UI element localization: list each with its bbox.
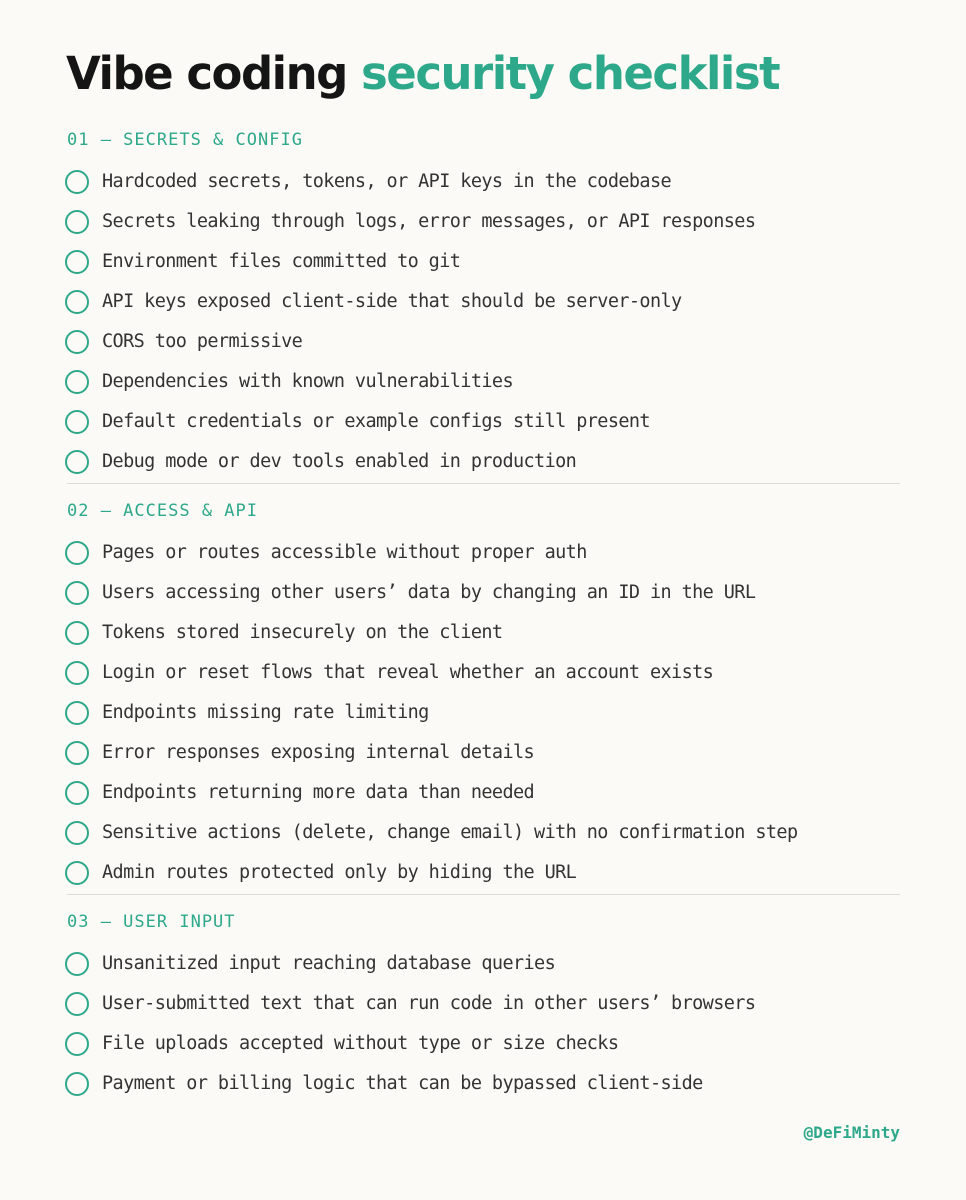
checklist-item[interactable] xyxy=(65,580,755,606)
checklist-item-label: Payment or billing logic that can be bypassed client-side xyxy=(102,1073,703,1094)
empty-circle-checkbox-icon[interactable] xyxy=(65,781,89,805)
empty-circle-checkbox-icon[interactable] xyxy=(65,1072,89,1096)
checklist-item-label: Error responses exposing internal details xyxy=(102,742,535,763)
section-header-access-api: 02 — ACCESS & API xyxy=(67,501,258,521)
checklist-item-label: API keys exposed client-side that should be server-only xyxy=(102,291,682,312)
checklist-item[interactable] xyxy=(65,700,429,726)
checklist-item[interactable] xyxy=(65,409,650,435)
empty-circle-checkbox-icon[interactable] xyxy=(65,1032,89,1056)
checklist-item-label: Login or reset flows that reveal whether an account exists xyxy=(102,662,714,683)
empty-circle-checkbox-icon[interactable] xyxy=(65,330,89,354)
title-part-main: Vibe coding xyxy=(66,47,347,100)
empty-circle-checkbox-icon[interactable] xyxy=(65,701,89,725)
empty-circle-checkbox-icon[interactable] xyxy=(65,821,89,845)
checklist-item-label: Hardcoded secrets, tokens, or API keys in the codebase xyxy=(102,171,672,192)
empty-circle-checkbox-icon[interactable] xyxy=(65,370,89,394)
checklist-item[interactable] xyxy=(65,540,587,566)
page-title xyxy=(66,42,779,106)
checklist-item-label: Endpoints missing rate limiting xyxy=(102,702,429,723)
checklist-item-label: Default credentials or example configs still present xyxy=(102,411,650,432)
checklist-item[interactable] xyxy=(65,369,513,395)
empty-circle-checkbox-icon[interactable] xyxy=(65,581,89,605)
empty-circle-checkbox-icon[interactable] xyxy=(65,661,89,685)
title-part-accent: security checklist xyxy=(361,47,780,100)
checklist-item-label: Sensitive actions (delete, change email) with no confirmation step xyxy=(102,822,798,843)
checklist-item[interactable] xyxy=(65,660,713,686)
checklist-item-label: Tokens stored insecurely on the client xyxy=(102,622,503,643)
checklist-item-label: File uploads accepted without type or size checks xyxy=(102,1033,619,1054)
empty-circle-checkbox-icon[interactable] xyxy=(65,170,89,194)
checklist-item[interactable] xyxy=(65,860,576,886)
checklist-item[interactable] xyxy=(65,740,534,766)
empty-circle-checkbox-icon[interactable] xyxy=(65,290,89,314)
checklist-item[interactable] xyxy=(65,209,755,235)
checklist-item-label: CORS too permissive xyxy=(102,331,303,352)
checklist-item-label: Environment files committed to git xyxy=(102,251,461,272)
checklist-item[interactable] xyxy=(65,249,460,275)
checklist-item-label: Dependencies with known vulnerabilities xyxy=(102,371,513,392)
checklist-item[interactable] xyxy=(65,289,682,315)
checklist-item-label: Unsanitized input reaching database queries xyxy=(102,953,556,974)
empty-circle-checkbox-icon[interactable] xyxy=(65,450,89,474)
section-divider xyxy=(67,894,900,895)
checklist-item-label: Pages or routes accessible without proper auth xyxy=(102,542,587,563)
empty-circle-checkbox-icon[interactable] xyxy=(65,621,89,645)
checklist-item[interactable] xyxy=(65,951,555,977)
empty-circle-checkbox-icon[interactable] xyxy=(65,250,89,274)
empty-circle-checkbox-icon[interactable] xyxy=(65,541,89,565)
empty-circle-checkbox-icon[interactable] xyxy=(65,741,89,765)
checklist-item[interactable] xyxy=(65,820,798,846)
checklist-item[interactable] xyxy=(65,620,502,646)
empty-circle-checkbox-icon[interactable] xyxy=(65,210,89,234)
section-divider xyxy=(67,483,900,484)
checklist-item-label: Endpoints returning more data than needed xyxy=(102,782,535,803)
checklist-item[interactable] xyxy=(65,1031,618,1057)
checklist-item-label: Secrets leaking through logs, error messages, or API responses xyxy=(102,211,756,232)
empty-circle-checkbox-icon[interactable] xyxy=(65,410,89,434)
checklist-item[interactable] xyxy=(65,780,534,806)
checklist-item-label: User-submitted text that can run code in other users’ browsers xyxy=(102,993,756,1014)
empty-circle-checkbox-icon[interactable] xyxy=(65,992,89,1016)
section-header-secrets-config: 01 — SECRETS & CONFIG xyxy=(67,130,303,150)
section-header-user-input: 03 — USER INPUT xyxy=(67,912,236,932)
checklist-item-label: Debug mode or dev tools enabled in production xyxy=(102,451,577,472)
empty-circle-checkbox-icon[interactable] xyxy=(65,861,89,885)
author-handle: @DeFiMinty xyxy=(803,1123,900,1142)
checklist-item[interactable] xyxy=(65,449,576,475)
checklist-item-label: Users accessing other users’ data by changing an ID in the URL xyxy=(102,582,756,603)
checklist-item[interactable] xyxy=(65,329,302,355)
checklist-item[interactable] xyxy=(65,1071,703,1097)
checklist-item[interactable] xyxy=(65,991,755,1017)
checklist-item-label: Admin routes protected only by hiding the URL xyxy=(102,862,577,883)
empty-circle-checkbox-icon[interactable] xyxy=(65,952,89,976)
checklist-item[interactable] xyxy=(65,169,671,195)
